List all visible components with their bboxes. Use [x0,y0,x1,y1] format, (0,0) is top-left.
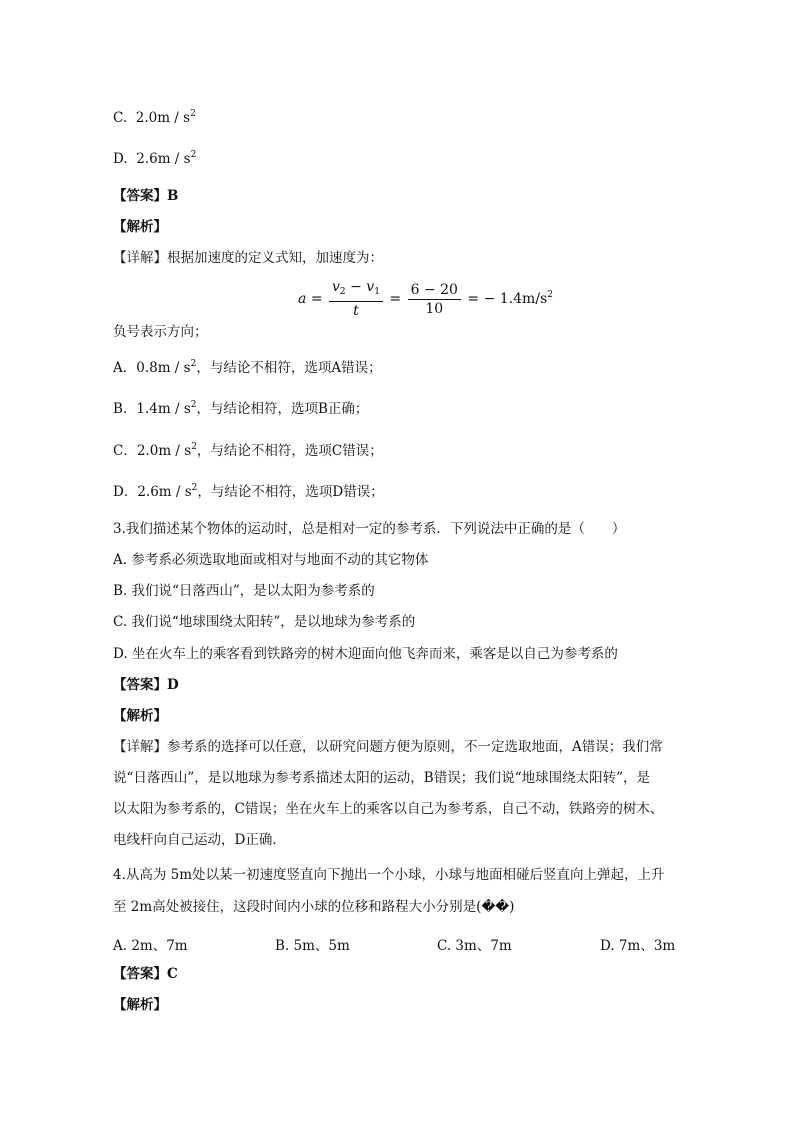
review-b: B．$1.4m / s^2$，与结论相符，选项B正确； [113,400,369,417]
analysis-2: 【解析】 [113,219,167,235]
question-3-option-d: D. 坐在火车上的乘客看到铁路旁的树木迎面向他飞奔而来，乘客是以自己为参考系的 [113,646,618,662]
detail-3-line-2: 说“日落西山”，是以地球为参考系描述太阳的运动，B错误；我们说“地球围绕太阳转”，是 [113,770,651,786]
question-4-option-b: B. 5m、5m [275,938,350,954]
acceleration-equation: a = $\frac{v_2 - v_1}{t}$ = $\frac{6 - 20}{10}$ = − $1.4m/s^2$ [298,279,553,319]
analysis-3: 【解析】 [113,708,167,724]
detail-3-line-3: 以太阳为参考系的，C错误；坐在火车上的乘客以自己为参考系，自己不动，铁路旁的树木、 [113,801,664,817]
detail-3-line-1: 【详解】参考系的选择可以任意，以研究问题方便为原则，不一定选取地面，A错误；我们常 [113,739,663,755]
question-3-option-a: A. 参考系必须选取地面或相对与地面不动的其它物体 [113,552,429,568]
question-4-option-d: D. 7m、3m [600,938,676,954]
answer-4: 【答案】C [113,966,178,982]
option-c: C. $2.0m / s^2$ [113,109,196,126]
review-d: D．$2.6m / s^2$，与结论不相符，选项D错误； [113,483,384,500]
question-4-line-1: 4.从高为 5m处以某一初速度竖直向下抛出一个小球，小球与地面相碰后竖直向上弹起，上升 [113,867,665,883]
analysis-4: 【解析】 [113,997,167,1013]
negative-sign-note: 负号表示方向； [113,324,208,340]
option-d: D. $2.6m / s^2$ [113,150,197,167]
detail-2: 【详解】根据加速度的定义式知，加速度为： [113,250,383,266]
review-c: C．$2.0m / s^2$，与结论不相符，选项C错误； [113,442,383,459]
review-a: A．$0.8m / s^2$，与结论不相符，选项A错误； [113,359,382,376]
question-3: 3.我们描述某个物体的运动时，总是相对一定的参考系．下列说法中正确的是（ ） [113,521,626,537]
fraction-values: $\frac{6 - 20}{10}$ [408,281,461,318]
question-4-option-c: C. 3m、7m [437,938,512,954]
fraction-velocity: $\frac{v_2 - v_1}{t}$ [329,278,383,320]
detail-3-line-4: 电线杆向自己运动，D正确． [113,832,286,848]
question-3-option-c: C. 我们说“地球围绕太阳转”，是以地球为参考系的 [113,614,416,630]
question-3-option-b: B. 我们说“日落西山”，是以太阳为参考系的 [113,583,375,599]
answer-3: 【答案】D [113,677,179,693]
answer-2: 【答案】B [113,188,179,204]
question-4-option-a: A. 2m、7m [113,938,188,954]
question-4-line-2: 至 2m高处被接住，这段时间内小球的位移和路程大小分别是(��) [113,899,515,915]
